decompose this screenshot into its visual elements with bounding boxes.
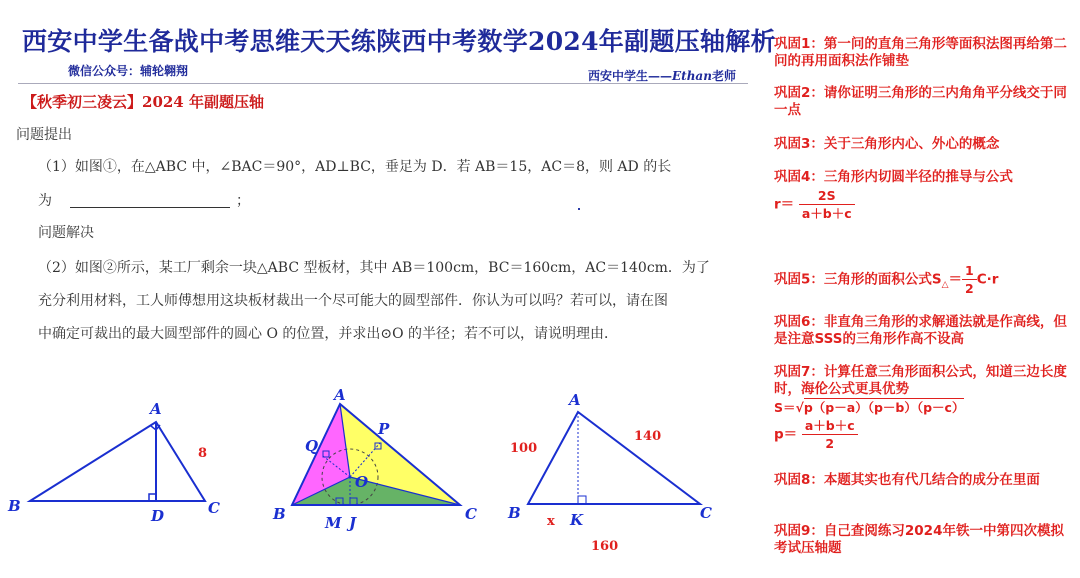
header-divider — [18, 83, 748, 84]
tip-3: 巩固3：关于三角形内心、外心的概念 — [774, 136, 1000, 152]
figure2-label-p: P — [378, 420, 390, 438]
tip-2: 巩固2：请你证明三角形的三内角角平分线交于同一点 — [774, 85, 1067, 118]
tip-5-subscript: △ — [941, 280, 949, 291]
tip-9: 巩固9：自己查阅练习2024年铁一中第四次模拟考试压轴题 — [774, 523, 1064, 556]
figure3-triangle — [528, 412, 700, 504]
figure-1 — [0, 395, 240, 530]
label-problem-raised: 问题提出 — [16, 127, 72, 143]
figure1-triangle — [30, 422, 208, 501]
tip-5-suffix: C·r — [976, 271, 999, 288]
author-name: Ethan — [672, 69, 712, 83]
question2-line1: （2）如图②所示，某工厂剩余一块△ABC 型板材，其中 AB＝100cm，BC＝160cm，AC＝140cm．为了 — [38, 260, 710, 276]
figure1-label-b: B — [8, 497, 21, 515]
figure2-label-j: J — [349, 514, 357, 532]
question1-prefix: 为 — [38, 193, 52, 209]
answer-blank[interactable] — [70, 195, 230, 208]
tip-7-p-lhs: p＝ — [774, 426, 798, 443]
tip-4-numerator: 2S — [799, 187, 855, 205]
tip-7-sqrt-body: p（p－a）（p－b）（p－c） — [803, 400, 965, 415]
figure3-side-ab: 100 — [510, 441, 538, 456]
figure3-label-c: C — [700, 504, 712, 522]
question2-line2: 充分利用材料，工人师傅想用这块板材裁出一个尽可能大的圆型部件．你认为可以吗？若可以，请在图 — [38, 293, 668, 309]
figure1-label-c: C — [208, 499, 220, 517]
tip-7-p-denominator: 2 — [825, 436, 835, 451]
figure2-label-b: B — [273, 505, 286, 523]
label-problem-solved: 问题解决 — [38, 225, 94, 241]
figure3-label-a: A — [569, 391, 581, 409]
tip-4: 巩固4：三角形内切圆半径的推导与公式 — [774, 169, 1013, 185]
figure1-side-ac: 8 — [198, 446, 208, 461]
figure-3 — [500, 388, 730, 558]
tip-5-numerator: 1 — [962, 262, 977, 280]
tip-7: 巩固7：计算任意三角形面积公式，知道三边长度时，海伦公式更具优势 — [774, 364, 1067, 397]
author-credit — [588, 67, 736, 84]
figure3-side-bc: 160 — [591, 539, 619, 554]
figure1-label-a: A — [150, 400, 162, 418]
figure-2 — [265, 388, 495, 533]
stray-dot — [578, 208, 580, 210]
page-title: 西安中学生备战中考思维天天练陕西中考数学2024年副题压轴解析 — [22, 27, 776, 56]
figure2-label-o: O — [355, 473, 369, 491]
tip-7-p-numerator: a＋b＋c — [802, 417, 858, 435]
tip-4-denominator: a＋b＋c — [801, 206, 852, 221]
tip-5-fraction — [962, 262, 977, 297]
question1-line1: （1）如图①，在△ABC 中，∠BAC＝90°，AD⊥BC，垂足为 D．若 AB＝15，AC＝8，则 AD 的长 — [38, 159, 672, 175]
tip-4-fraction — [799, 187, 855, 222]
figure1-right-angle-d — [149, 494, 156, 501]
tip-5 — [774, 262, 998, 297]
tip-5-eq: ＝ — [948, 271, 963, 288]
figure2-label-a: A — [334, 388, 346, 404]
question1-line2 — [38, 190, 250, 210]
figure3-label-k: K — [570, 511, 584, 529]
wechat-account: 微信公众号：辅轮翱翔 — [68, 64, 189, 78]
figure3-label-b: B — [508, 504, 521, 522]
figure2-label-c: C — [465, 505, 477, 523]
tip-7-heron — [774, 399, 964, 416]
figure2-label-m: M — [325, 514, 342, 532]
tip-7-p-fraction — [802, 417, 858, 452]
question2-line3: 中确定可裁出的最大圆型部件的圆心 O 的位置，并求出⊙O 的半径；若不可以，请说明理由． — [38, 326, 619, 342]
figure3-side-ac: 140 — [634, 429, 662, 444]
figure2-label-q: Q — [305, 437, 319, 455]
section-title: 【秋季初三凌云】2024 年副题压轴 — [22, 93, 264, 111]
author-suffix: 老师 — [711, 69, 736, 83]
tip-5-prefix: 巩固5：三角形的面积公式S — [774, 271, 942, 288]
question1-suffix: ； — [236, 193, 250, 209]
tip-7-s-lhs: S＝ — [774, 400, 796, 415]
tip-4-formula — [774, 187, 855, 222]
figure1-label-d: D — [151, 507, 165, 525]
figure3-right-angle-k — [578, 496, 586, 504]
figure3-segment-x: x — [547, 514, 555, 529]
tip-5-denominator: 2 — [965, 281, 974, 296]
tip-1: 巩固1：第一问的直角三角形等面积法图再给第二问的再用面积法作铺垫 — [774, 36, 1067, 69]
tip-6: 巩固6：非直角三角形的求解通法就是作高线，但是注意SSS的三角形作高不设高 — [774, 314, 1067, 347]
author-prefix: 西安中学生—— — [588, 69, 673, 83]
tip-7-sqrt-sign: √ — [795, 400, 804, 415]
tip-8: 巩固8：本题其实也有代几结合的成分在里面 — [774, 472, 1040, 488]
tip-4-lhs: r＝ — [774, 196, 795, 213]
tip-7-p — [774, 417, 858, 452]
